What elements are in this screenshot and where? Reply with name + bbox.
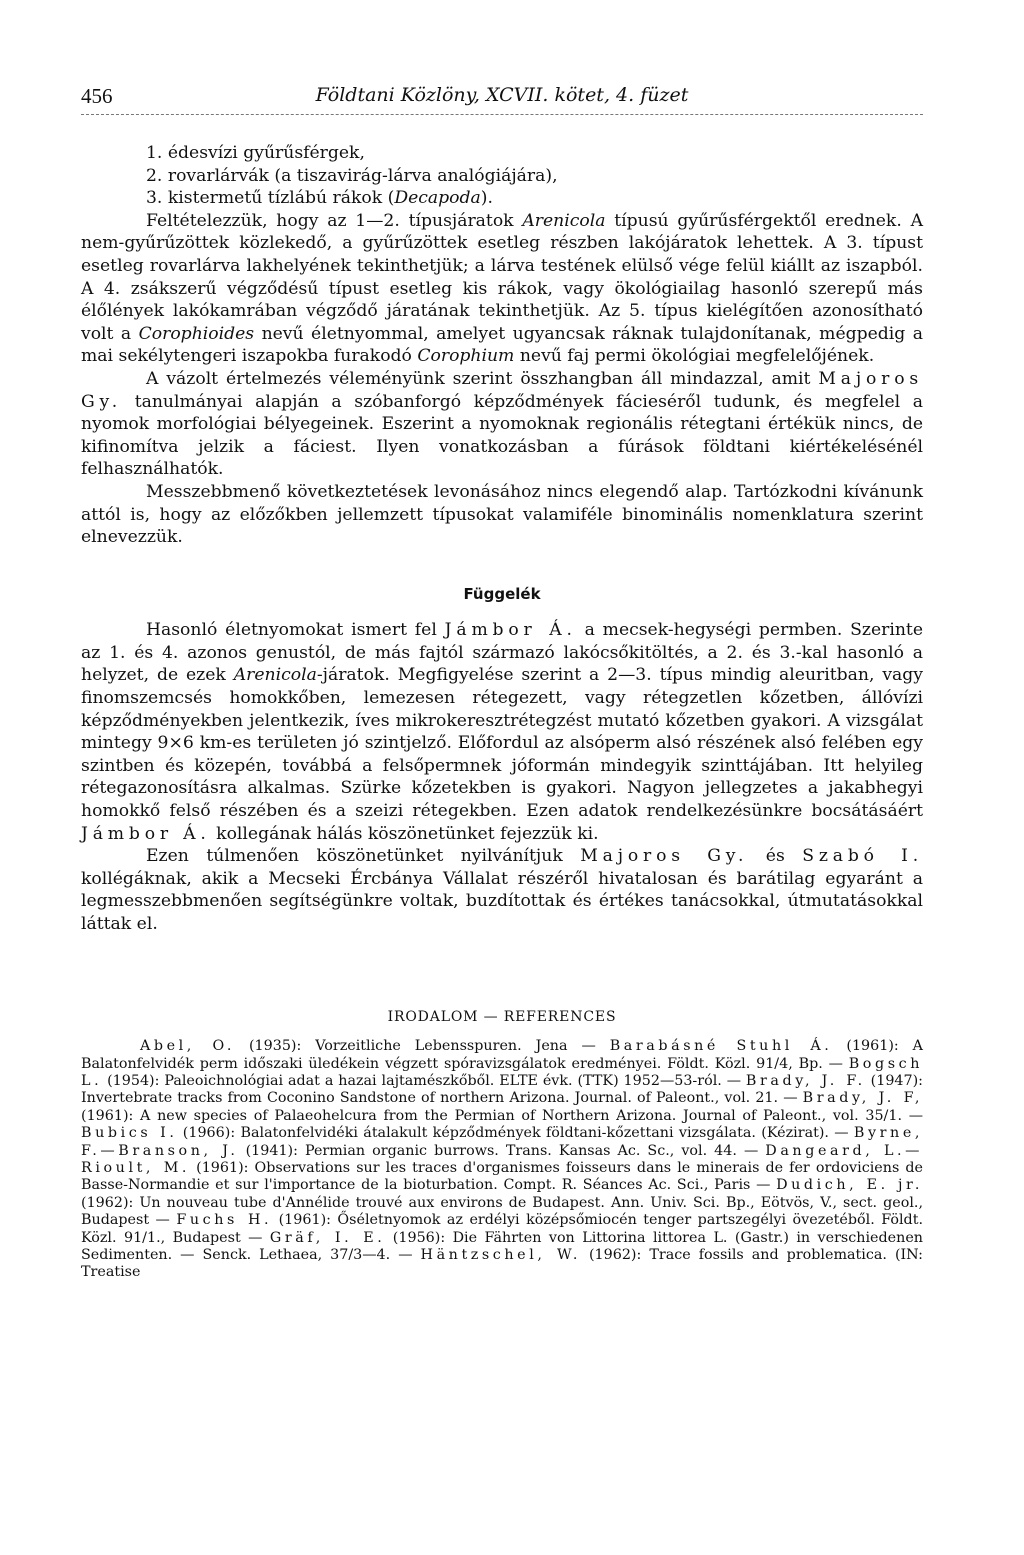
references-list: Abel, O. (1935): Vorzeitliche Lebensspuren. Jena — Barabásné Stuhl Á. (1961): A Balatonfelvidék perm időszaki üledékein végzett spóravizsgálatok eredményei. Földt. Közl. 91/4, Bp. — Bogsch L. (1954): Paleoichnológiai adat a hazai lajtamészkőből. ELTE évk. (TTK) 1952—53-ról. — Brady, J. F. (1947): Invertebrate tracks from Coconino Sandstone of northern Arizona. Journal. of Paleont., vol. 21. — Brady, J. F, (1961): A new species of Palaeohelcura from the Permian of Northern Arizona. Journal of Paleont., vol. 35/1. — Bubics I. (1966): Balatonfelvidéki átalakult képződmények földtani-kőzettani vizsgálata. (Kézirat). — Byrne, F.—Branson, J. (1941): Permian organic burrows. Trans. Kansas Ac. Sc., vol. 44. — Dangeard, L.—Rioult, M. (1961): Observations sur les traces d'organismes foisseurs dans le minerais de fer ordoviciens de Basse-Normandie et sur l'importance de la bioturbation. Compt. R. Séances Ac. Sci., Paris — Dudich, E. jr. (1962): Un nouveau tube d'Annélide trouvé aux environs de Budapest. Ann. Univ. Sci. Bp., Eötvös, V., sect. geol., Budapest — Fuchs H. (1961): Őséletnyomok az erdélyi középsőmiocén tenger partszegélyi övezetéből. Földt. Közl. 91/1., Budapest — Gräf, I. E. (1956): Die Fährten von Littorina littorea L. (Gastr.) in verschiedenen Sedimenten. — Senck. Lethaea, 37/3—4. — Häntzschel, W. (1962): Trace fossils and problematica. (IN: Treatise	[81, 1038, 924, 1281]
paragraph: Hasonló életnyomokat ismert fel Jámbor Á. a mecsek-hegységi permben. Szerinte az 1. és 4. azonos genustól, de más fajtól származó lakócsőkitöltés, a 2. és 3.-kal hasonló a helyzet, de ezek Arenicola-járatok. Megfigyelése szerint a 2—3. típus mindig aleuritban, vagy finomszemcsés homokkőben, lemezesen rétegezett, vagy rétegzetlen kőzetben, állóvízi képződményekben jelentkezik, íves mikrokeresztrétegzést mutató kőzetben gyakori. A vizsgálat mintegy 9×6 km-es területen jó szintjelző. Előfordul az alsóperm alsó részének alsó felében egy szintben és közepén, továbbá a felsőpermnek jóformán mindegyik szinttájában. Itt helyileg rétegazonosításra alkalmas. Szürke kőzetekben is gyakori. Nagyon jellegzetes a jakabhegyi homokkő felső részében és a szeizi rétegekben. Ezen adatok rendelkezésünkre bocsátásáért Jámbor Á. kollegának hálás köszönetünket fejezzük ki.	[81, 620, 924, 844]
author-name: Jámbor Á.	[444, 620, 577, 641]
list-item: 1. édesvízi gyűrűsférgek,	[146, 143, 365, 163]
running-title: Földtani Közlöny, XCVII. kötet, 4. füzet	[315, 84, 689, 106]
page	[81, 0, 923, 1555]
paragraph: Ezen túlmenően köszönetünket nyilvánítjuk Majoros Gy. és Szabó I. kollégáknak, akik a Mecseki Ércbánya Vállalat részéről hivatalosan és barátilag egyaránt a legmesszebbmenően segítségünkre voltak, buzdítottak és értékes tanácsokkal, útmutatásokkal láttak el.	[81, 846, 924, 934]
paragraph: A vázolt értelmezés véleményünk szerint összhangban áll mindazzal, amit Majoros Gy. tanulmányai alapján a szóbanforgó képződmények fácieséről tudunk, és megfelel a nyomok morfológiai bélyegeinek. Eszerint a nyomoknak regionális rétegtani értékük nincs, de kifinomítva jelzik a fáciest. Ilyen vonatkozásban a fúrások földtani kiértékelésénél felhasználhatók.	[81, 368, 923, 480]
paragraph: Feltételezzük, hogy az 1—2. típusjáratok Arenicola típusú gyűrűsférgektől erednek. A nem-gyűrűzöttek közlekedő, a gyűrűzöttek esetleg részben lakójáratok lehettek. A 3. típust esetleg rovarlárva lakhelyének tekinthetjük; a lárva testének elülső vége felül kiállt az iszapból. A 4. zsákszerű végződésű típust esetleg kis rákok, vagy ökológiailag hasonló szerepű más élőlények lakókamrában végződő járatának tekinthetjük. Az 5. típus kielégítően azonosítható volt a Corophioides nevű életnyommal, amelyet ugyancsak ráknak tulajdonítanak, mégpedig a mai sekélytengeri iszapokba furakodó Corophium nevű faj permi ökológiai megfelelőjének.	[81, 210, 924, 367]
author-name: Szabó I.	[802, 846, 924, 867]
author-name: Majoros Gy.	[81, 368, 923, 412]
paragraph: Messzebbmenő következtetések levonásához nincs elegendő alap. Tartózkodni kívánunk attól is, hogy az előzőkben jellemzett típusokat valamiféle binominális nomenklatura szerint elnevezzük.	[81, 481, 923, 548]
page-number: 456	[81, 84, 113, 108]
author-name: Jámbor Á.	[81, 823, 211, 844]
page-header	[81, 84, 923, 115]
body-text	[81, 142, 923, 1282]
author-name: Majoros Gy.	[580, 846, 749, 867]
section-heading: Függelék	[463, 584, 541, 603]
list-item: 2. rovarlárvák (a tiszavirág-lárva analógiájára),	[146, 165, 558, 186]
references-heading: IRODALOM — REFERENCES	[387, 1008, 617, 1025]
list-item: 3. kistermetű tízlábú rákok (Decapoda).	[146, 188, 493, 209]
type-list	[81, 142, 923, 210]
